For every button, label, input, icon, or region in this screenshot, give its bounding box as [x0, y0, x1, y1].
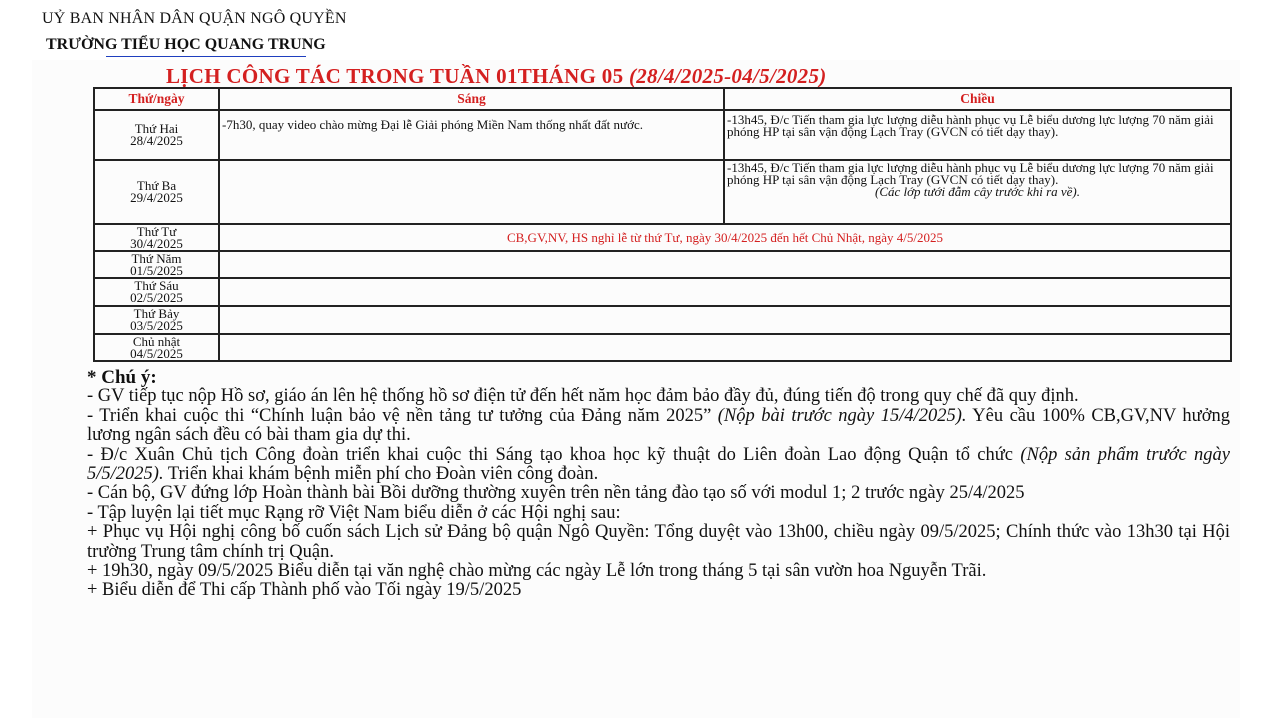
day-cell	[94, 278, 219, 306]
day-label: Chủ nhật	[132, 333, 181, 349]
note-text: - Đ/c Xuân Chủ tịch Công đoàn triển khai cuộc thi Sáng tạo khoa học kỹ thuật do Liên đoàn Lao động Quận tổ chức	[87, 444, 1021, 465]
empty-cell	[219, 334, 1231, 361]
day-label: Thứ Tư	[136, 223, 177, 239]
title-date-range: (28/4/2025-04/5/2025)	[628, 64, 827, 88]
day-label: Thứ Bảy	[133, 306, 180, 321]
holiday-notice-cell: CB,GV,NV, HS nghỉ lễ từ thứ Tư, ngày 30/4/2025 đến hết Chủ Nhật, ngày 4/5/2025	[219, 224, 1231, 251]
header-underline	[106, 56, 306, 57]
afternoon-note: (Các lớp tưới đẫm cây trước khi ra về).	[874, 184, 1081, 199]
empty-cell	[219, 306, 1231, 334]
notes-heading: * Chú ý:	[87, 367, 157, 388]
day-date: 28/4/2025	[130, 133, 183, 148]
note-text: - Triển khai cuộc thi “Chính luận bảo vệ nền tảng tư tưởng của Đảng năm 2025”	[87, 405, 718, 426]
empty-cell	[219, 251, 1231, 278]
title-main: LỊCH CÔNG TÁC TRONG TUẦN 01THÁNG 05	[166, 64, 629, 88]
empty-cell	[219, 278, 1231, 306]
schedule-table	[93, 87, 1232, 362]
note-deadline: (Nộp bài trước ngày 15/4/2025).	[717, 405, 967, 426]
afternoon-text: -13h45, Đ/c Tiến tham gia lực lượng diễu hành phục vụ Lễ biểu dương lực lượng 70 năm giải phóng HP tại sân vận động Lạch Tray (GVCN có tiết dạy thay).	[727, 160, 1214, 187]
page-title	[166, 64, 827, 89]
table-header-row	[94, 88, 1231, 110]
day-cell	[94, 160, 219, 224]
table-row	[94, 334, 1231, 361]
day-label: Thứ Năm	[131, 250, 182, 266]
header-day: Thứ/ngày	[94, 88, 219, 110]
day-date: 04/5/2025	[130, 345, 183, 361]
day-cell	[94, 110, 219, 160]
day-date: 30/4/2025	[130, 235, 183, 251]
note-item: + Biểu diễn để Thi cấp Thành phố vào Tối ngày 19/5/2025	[87, 580, 522, 601]
school-name: TRƯỜNG TIỂU HỌC QUANG TRUNG	[46, 36, 326, 53]
day-date: 02/5/2025	[130, 290, 183, 305]
day-label: Thứ Ba	[136, 178, 177, 193]
table-row	[94, 160, 1231, 224]
day-cell	[94, 251, 219, 278]
note-item: - GV tiếp tục nộp Hồ sơ, giáo án lên hệ thống hồ sơ điện tử đến hết năm học đảm bảo đầy đủ, đúng tiến độ trong quy chế đã quy định.	[87, 386, 1079, 407]
note-item	[87, 407, 1230, 446]
table-row	[94, 110, 1231, 160]
morning-cell: -7h30, quay video chào mừng Đại lễ Giải phóng Miền Nam thống nhất đất nước.	[219, 110, 724, 160]
table-row	[94, 278, 1231, 306]
afternoon-cell	[724, 160, 1231, 224]
day-label: Thứ Sáu	[134, 278, 179, 293]
org-name: UỶ BAN NHÂN DÂN QUẬN NGÔ QUYỀN	[42, 10, 347, 27]
day-date: 29/4/2025	[130, 190, 183, 205]
note-item: - Cán bộ, GV đứng lớp Hoàn thành bài Bồi dưỡng thường xuyên trên nền tảng đào tạo số với modul 1; 2 trước ngày 25/4/2025	[87, 483, 1025, 504]
table-row	[94, 306, 1231, 334]
afternoon-cell: -13h45, Đ/c Tiến tham gia lực lượng diễu hành phục vụ Lễ biểu dương lực lượng 70 năm giải phóng HP tại sân vận động Lạch Tray (GVCN có tiết dạy thay).	[724, 110, 1231, 160]
morning-cell	[219, 160, 724, 224]
day-cell	[94, 224, 219, 251]
table-row	[94, 224, 1231, 251]
day-date: 01/5/2025	[130, 262, 183, 278]
note-item: + Phục vụ Hội nghị công bố cuốn sách Lịch sử Đảng bộ quận Ngô Quyền: Tổng duyệt vào 13h00, chiều ngày 09/5/2025; Chính thức vào 13h30 tại Hội trường Trung tâm chính trị Quận.	[87, 522, 1230, 562]
day-label: Thứ Hai	[134, 121, 179, 136]
note-item: - Tập luyện lại tiết mục Rạng rỡ Việt Nam biểu diễn ở các Hội nghị sau:	[87, 502, 621, 523]
header-afternoon: Chiều	[724, 88, 1231, 110]
notes-section	[87, 368, 1230, 601]
day-date: 03/5/2025	[130, 318, 183, 333]
note-text: Triển khai khám bệnh miễn phí cho Đoàn viên công đoàn.	[163, 464, 599, 485]
note-deadline: (Nộp sản phẩm trước ngày 5/5/2025).	[87, 444, 1230, 485]
note-text: Yêu cầu 100% CB,GV,NV hưởng lương ngân sách đều có bài tham gia dự thi.	[87, 405, 1230, 446]
header-morning: Sáng	[219, 88, 724, 110]
day-cell	[94, 334, 219, 361]
note-item	[87, 446, 1230, 485]
table-row	[94, 251, 1231, 278]
day-cell	[94, 306, 219, 334]
note-item: + 19h30, ngày 09/5/2025 Biểu diễn tại văn nghệ chào mừng các ngày Lễ lớn trong tháng 5 tại sân vườn hoa Nguyễn Trãi.	[87, 561, 987, 582]
